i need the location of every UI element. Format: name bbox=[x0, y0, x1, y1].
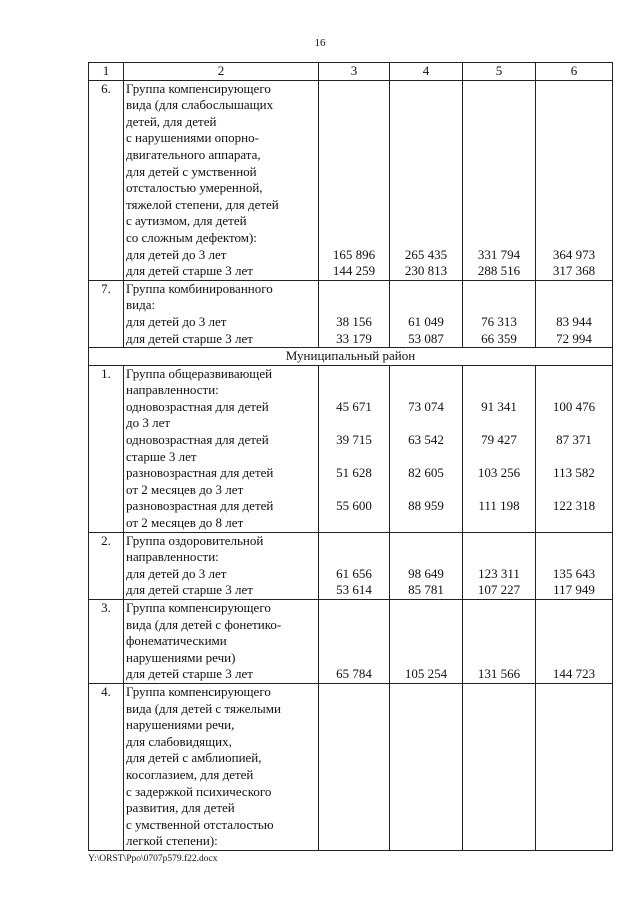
cell-line bbox=[465, 449, 533, 466]
cell-line: от 2 месяцев до 3 лет bbox=[126, 481, 244, 497]
cell-line bbox=[465, 633, 533, 650]
cell-line: для детей старше 3 лет bbox=[126, 263, 253, 279]
cell-line: нарушениями речи) bbox=[126, 649, 236, 665]
cell-line bbox=[538, 800, 610, 817]
cell-line: 53 087 bbox=[408, 330, 444, 346]
cell-line bbox=[392, 97, 460, 114]
cell-line: 61 656 bbox=[336, 565, 372, 581]
cell-line bbox=[392, 833, 460, 850]
cell-line bbox=[392, 617, 460, 634]
row-description bbox=[124, 600, 319, 684]
cell-line bbox=[392, 515, 460, 532]
cell-line bbox=[538, 617, 610, 634]
column-header: 5 bbox=[463, 63, 536, 81]
cell-line bbox=[321, 800, 387, 817]
cell-line: 103 256 bbox=[477, 465, 521, 481]
cell-line bbox=[465, 197, 533, 214]
cell-line bbox=[465, 366, 533, 383]
value-cell-c3 bbox=[319, 600, 390, 684]
cell-line bbox=[321, 382, 387, 399]
value-cell-c3 bbox=[319, 80, 390, 280]
cell-line: 87 371 bbox=[556, 432, 592, 448]
cell-line: двигательного аппарата, bbox=[126, 146, 261, 162]
cell-line: для детей с умственной bbox=[126, 163, 257, 179]
cell-line bbox=[538, 717, 610, 734]
cell-line bbox=[392, 533, 460, 550]
cell-line bbox=[538, 600, 610, 617]
cell-line bbox=[538, 130, 610, 147]
value-cell-c5 bbox=[463, 532, 536, 599]
cell-line bbox=[392, 197, 460, 214]
value-cell-c3 bbox=[319, 365, 390, 532]
cell-line: нарушениями речи, bbox=[126, 717, 235, 733]
cell-line bbox=[538, 164, 610, 181]
cell-line bbox=[465, 515, 533, 532]
value-cell-c4 bbox=[390, 280, 463, 347]
cell-line bbox=[538, 382, 610, 399]
cell-line bbox=[321, 684, 387, 701]
cell-line bbox=[538, 197, 610, 214]
cell-line: 82 605 bbox=[408, 465, 444, 481]
cell-line bbox=[392, 482, 460, 499]
cell-line bbox=[392, 130, 460, 147]
cell-line bbox=[538, 701, 610, 718]
cell-line: с аутизмом, для детей bbox=[126, 213, 247, 229]
cell-line bbox=[538, 230, 610, 247]
cell-line: одновозрастная для детей bbox=[126, 398, 269, 414]
cell-line bbox=[321, 415, 387, 432]
cell-line: направленности: bbox=[126, 382, 219, 398]
cell-line bbox=[538, 734, 610, 751]
cell-line bbox=[321, 297, 387, 314]
value-cell-c5 bbox=[463, 80, 536, 280]
cell-line: легкой степени): bbox=[126, 833, 218, 849]
cell-line: 288 516 bbox=[477, 263, 521, 279]
cell-line bbox=[392, 281, 460, 298]
cell-line bbox=[392, 767, 460, 784]
cell-line bbox=[538, 833, 610, 850]
cell-line bbox=[392, 600, 460, 617]
cell-line bbox=[465, 97, 533, 114]
cell-line bbox=[321, 230, 387, 247]
value-cell-c6 bbox=[536, 532, 613, 599]
cell-line bbox=[465, 297, 533, 314]
cell-line bbox=[392, 800, 460, 817]
cell-line bbox=[321, 482, 387, 499]
cell-line: 105 254 bbox=[404, 666, 448, 682]
cell-line: отсталостью умеренной, bbox=[126, 180, 263, 196]
cell-line bbox=[392, 701, 460, 718]
cell-line bbox=[321, 81, 387, 98]
table-row bbox=[89, 532, 613, 599]
cell-line: 364 973 bbox=[552, 246, 596, 262]
cell-line: 91 341 bbox=[481, 398, 517, 414]
cell-line bbox=[465, 281, 533, 298]
cell-line bbox=[465, 164, 533, 181]
cell-line: направленности: bbox=[126, 549, 219, 565]
value-cell-c5 bbox=[463, 600, 536, 684]
cell-line bbox=[465, 800, 533, 817]
table-row bbox=[89, 683, 613, 850]
cell-line bbox=[321, 197, 387, 214]
value-cell-c4 bbox=[390, 600, 463, 684]
cell-line: для детей до 3 лет bbox=[126, 565, 227, 581]
cell-line: 53 614 bbox=[336, 582, 372, 598]
table-row bbox=[89, 80, 613, 280]
cell-line bbox=[538, 114, 610, 131]
cell-line bbox=[465, 617, 533, 634]
cell-line: с задержкой психического bbox=[126, 783, 272, 799]
cell-line bbox=[465, 767, 533, 784]
cell-line bbox=[538, 515, 610, 532]
cell-line: вида (для детей с тяжелыми bbox=[126, 700, 281, 716]
cell-line bbox=[392, 717, 460, 734]
cell-line bbox=[465, 230, 533, 247]
cell-line bbox=[465, 750, 533, 767]
cell-line: 144 259 bbox=[332, 263, 376, 279]
value-cell-c3 bbox=[319, 280, 390, 347]
cell-line bbox=[392, 734, 460, 751]
value-cell-c6 bbox=[536, 683, 613, 850]
cell-line: от 2 месяцев до 8 лет bbox=[126, 515, 244, 531]
cell-line: 76 313 bbox=[481, 313, 517, 329]
row-number: 7. bbox=[89, 280, 124, 347]
value-cell-c4 bbox=[390, 80, 463, 280]
cell-line bbox=[465, 817, 533, 834]
cell-line: 331 794 bbox=[477, 246, 521, 262]
cell-line: 33 179 bbox=[336, 330, 372, 346]
cell-line: одновозрастная для детей bbox=[126, 432, 269, 448]
cell-line: 66 359 bbox=[481, 330, 517, 346]
column-header: 4 bbox=[390, 63, 463, 81]
table-header-row bbox=[89, 63, 613, 81]
cell-line: Группа компенсирующего bbox=[126, 683, 271, 699]
cell-line: до 3 лет bbox=[126, 415, 171, 431]
cell-line bbox=[465, 81, 533, 98]
row-description bbox=[124, 683, 319, 850]
cell-line bbox=[321, 114, 387, 131]
row-number: 6. bbox=[89, 80, 124, 280]
cell-line bbox=[465, 734, 533, 751]
cell-line bbox=[321, 633, 387, 650]
cell-line bbox=[538, 633, 610, 650]
cell-line: 131 566 bbox=[477, 666, 521, 682]
cell-line: 65 784 bbox=[336, 666, 372, 682]
row-description bbox=[124, 532, 319, 599]
cell-line: 165 896 bbox=[332, 246, 376, 262]
cell-line bbox=[538, 684, 610, 701]
value-cell-c5 bbox=[463, 683, 536, 850]
cell-line bbox=[321, 784, 387, 801]
cell-line: 55 600 bbox=[336, 498, 372, 514]
cell-line: со сложным дефектом): bbox=[126, 229, 257, 245]
cell-line bbox=[538, 449, 610, 466]
cell-line bbox=[321, 366, 387, 383]
cell-line bbox=[465, 717, 533, 734]
cell-line bbox=[465, 549, 533, 566]
cell-line: Группа компенсирующего bbox=[126, 80, 271, 96]
value-cell-c6 bbox=[536, 600, 613, 684]
cell-line bbox=[538, 81, 610, 98]
cell-line: вида (для детей с фонетико- bbox=[126, 616, 282, 632]
cell-line: 45 671 bbox=[336, 398, 372, 414]
cell-line: Группа оздоровительной bbox=[126, 532, 264, 548]
cell-line: 113 582 bbox=[553, 465, 595, 481]
column-header: 3 bbox=[319, 63, 390, 81]
value-cell-c5 bbox=[463, 365, 536, 532]
cell-line: вида: bbox=[126, 297, 156, 313]
cell-line bbox=[392, 114, 460, 131]
cell-line: 117 949 bbox=[553, 582, 595, 598]
cell-line bbox=[392, 633, 460, 650]
cell-line bbox=[538, 147, 610, 164]
cell-line bbox=[321, 130, 387, 147]
cell-line: для детей до 3 лет bbox=[126, 246, 227, 262]
tariff-table bbox=[88, 62, 613, 851]
file-path-footer: Y:\ORST\Ppo\0707p579.f22.docx bbox=[88, 854, 218, 864]
cell-line: косоглазием, для детей bbox=[126, 766, 254, 782]
cell-line: 317 368 bbox=[552, 263, 596, 279]
cell-line: 83 944 bbox=[556, 313, 592, 329]
value-cell-c5 bbox=[463, 280, 536, 347]
cell-line bbox=[538, 180, 610, 197]
cell-line: 144 723 bbox=[552, 666, 596, 682]
cell-line: старше 3 лет bbox=[126, 448, 197, 464]
value-cell-c3 bbox=[319, 683, 390, 850]
cell-line bbox=[538, 482, 610, 499]
cell-line bbox=[392, 449, 460, 466]
cell-line bbox=[538, 213, 610, 230]
row-number: 3. bbox=[89, 600, 124, 684]
cell-line bbox=[321, 147, 387, 164]
cell-line bbox=[465, 784, 533, 801]
cell-line bbox=[321, 701, 387, 718]
cell-line bbox=[321, 533, 387, 550]
cell-line: 85 781 bbox=[408, 582, 444, 598]
cell-line bbox=[465, 114, 533, 131]
cell-line: тяжелой степени, для детей bbox=[126, 196, 279, 212]
cell-line bbox=[538, 533, 610, 550]
cell-line bbox=[465, 701, 533, 718]
cell-line bbox=[321, 717, 387, 734]
row-description bbox=[124, 280, 319, 347]
cell-line: 98 649 bbox=[408, 565, 444, 581]
cell-line: 79 427 bbox=[481, 432, 517, 448]
value-cell-c4 bbox=[390, 365, 463, 532]
cell-line bbox=[465, 650, 533, 667]
cell-line bbox=[392, 415, 460, 432]
row-number: 1. bbox=[89, 365, 124, 532]
cell-line: 63 542 bbox=[408, 432, 444, 448]
cell-line bbox=[392, 549, 460, 566]
cell-line bbox=[392, 147, 460, 164]
cell-line bbox=[538, 281, 610, 298]
cell-line: для детей старше 3 лет bbox=[126, 330, 253, 346]
cell-line: 135 643 bbox=[552, 565, 596, 581]
cell-line bbox=[392, 81, 460, 98]
cell-line bbox=[538, 549, 610, 566]
column-header: 2 bbox=[124, 63, 319, 81]
cell-line bbox=[465, 415, 533, 432]
cell-line: для детей старше 3 лет bbox=[126, 666, 253, 682]
row-number: 4. bbox=[89, 683, 124, 850]
cell-line bbox=[465, 684, 533, 701]
cell-line: фонематическими bbox=[126, 633, 227, 649]
cell-line bbox=[538, 366, 610, 383]
cell-line: Группа компенсирующего bbox=[126, 600, 271, 615]
page-number: 16 bbox=[314, 37, 326, 49]
cell-line: развития, для детей bbox=[126, 800, 235, 816]
cell-line: 73 074 bbox=[408, 398, 444, 414]
cell-line: разновозрастная для детей bbox=[126, 498, 274, 514]
value-cell-c6 bbox=[536, 280, 613, 347]
cell-line bbox=[321, 600, 387, 617]
cell-line bbox=[392, 297, 460, 314]
cell-line bbox=[321, 449, 387, 466]
cell-line bbox=[392, 213, 460, 230]
cell-line: 38 156 bbox=[336, 313, 372, 329]
cell-line bbox=[538, 97, 610, 114]
cell-line bbox=[321, 515, 387, 532]
cell-line bbox=[465, 533, 533, 550]
table-row bbox=[89, 600, 613, 684]
cell-line bbox=[392, 817, 460, 834]
value-cell-c4 bbox=[390, 532, 463, 599]
cell-line bbox=[538, 750, 610, 767]
cell-line: вида (для слабослышащих bbox=[126, 97, 274, 113]
cell-line: для детей до 3 лет bbox=[126, 313, 227, 329]
cell-line bbox=[465, 382, 533, 399]
cell-line bbox=[392, 784, 460, 801]
cell-line bbox=[465, 600, 533, 617]
cell-line: 61 049 bbox=[408, 313, 444, 329]
row-description bbox=[124, 365, 319, 532]
cell-line: 51 628 bbox=[336, 465, 372, 481]
value-cell-c3 bbox=[319, 532, 390, 599]
cell-line bbox=[465, 130, 533, 147]
cell-line bbox=[321, 817, 387, 834]
cell-line bbox=[321, 164, 387, 181]
cell-line bbox=[321, 281, 387, 298]
table-row bbox=[89, 280, 613, 347]
cell-line: разновозрастная для детей bbox=[126, 465, 274, 481]
cell-line: 107 227 bbox=[477, 582, 521, 598]
cell-line: 265 435 bbox=[404, 246, 448, 262]
cell-line bbox=[465, 482, 533, 499]
cell-line bbox=[465, 147, 533, 164]
cell-line bbox=[392, 180, 460, 197]
cell-line: с нарушениями опорно- bbox=[126, 130, 259, 146]
cell-line bbox=[321, 767, 387, 784]
column-header: 6 bbox=[536, 63, 613, 81]
cell-line: с умственной отсталостью bbox=[126, 816, 274, 832]
row-number: 2. bbox=[89, 532, 124, 599]
cell-line: детей, для детей bbox=[126, 113, 217, 129]
cell-line bbox=[321, 833, 387, 850]
cell-line: 122 318 bbox=[552, 498, 596, 514]
cell-line bbox=[321, 180, 387, 197]
cell-line bbox=[392, 650, 460, 667]
cell-line: 39 715 bbox=[336, 432, 372, 448]
cell-line bbox=[392, 366, 460, 383]
cell-line: для детей с амблиопией, bbox=[126, 750, 262, 766]
cell-line bbox=[465, 180, 533, 197]
cell-line: 88 959 bbox=[408, 498, 444, 514]
value-cell-c4 bbox=[390, 683, 463, 850]
cell-line: 72 994 bbox=[556, 330, 592, 346]
cell-line bbox=[321, 549, 387, 566]
cell-line: для слабовидящих, bbox=[126, 733, 232, 749]
cell-line bbox=[465, 833, 533, 850]
cell-line bbox=[538, 817, 610, 834]
cell-line bbox=[465, 213, 533, 230]
value-cell-c6 bbox=[536, 80, 613, 280]
cell-line bbox=[392, 684, 460, 701]
cell-line bbox=[321, 650, 387, 667]
table-row bbox=[89, 365, 613, 532]
cell-line bbox=[321, 97, 387, 114]
section-row bbox=[89, 348, 613, 366]
section-title: Муниципальный район bbox=[89, 348, 613, 366]
cell-line bbox=[321, 617, 387, 634]
cell-line bbox=[538, 767, 610, 784]
column-header: 1 bbox=[89, 63, 124, 81]
cell-line bbox=[538, 297, 610, 314]
row-description bbox=[124, 80, 319, 280]
cell-line bbox=[392, 164, 460, 181]
value-cell-c6 bbox=[536, 365, 613, 532]
cell-line bbox=[538, 784, 610, 801]
cell-line: 111 198 bbox=[478, 498, 520, 514]
cell-line bbox=[321, 213, 387, 230]
cell-line bbox=[538, 415, 610, 432]
cell-line: для детей старше 3 лет bbox=[126, 582, 253, 598]
cell-line: 100 476 bbox=[552, 398, 596, 414]
cell-line bbox=[538, 650, 610, 667]
cell-line bbox=[392, 382, 460, 399]
cell-line bbox=[321, 734, 387, 751]
cell-line bbox=[392, 750, 460, 767]
cell-line bbox=[392, 230, 460, 247]
cell-line: 123 311 bbox=[478, 565, 520, 581]
cell-line bbox=[321, 750, 387, 767]
cell-line: Группа общеразвивающей bbox=[126, 365, 273, 381]
cell-line: 230 813 bbox=[404, 263, 448, 279]
cell-line: Группа комбинированного bbox=[126, 280, 273, 296]
